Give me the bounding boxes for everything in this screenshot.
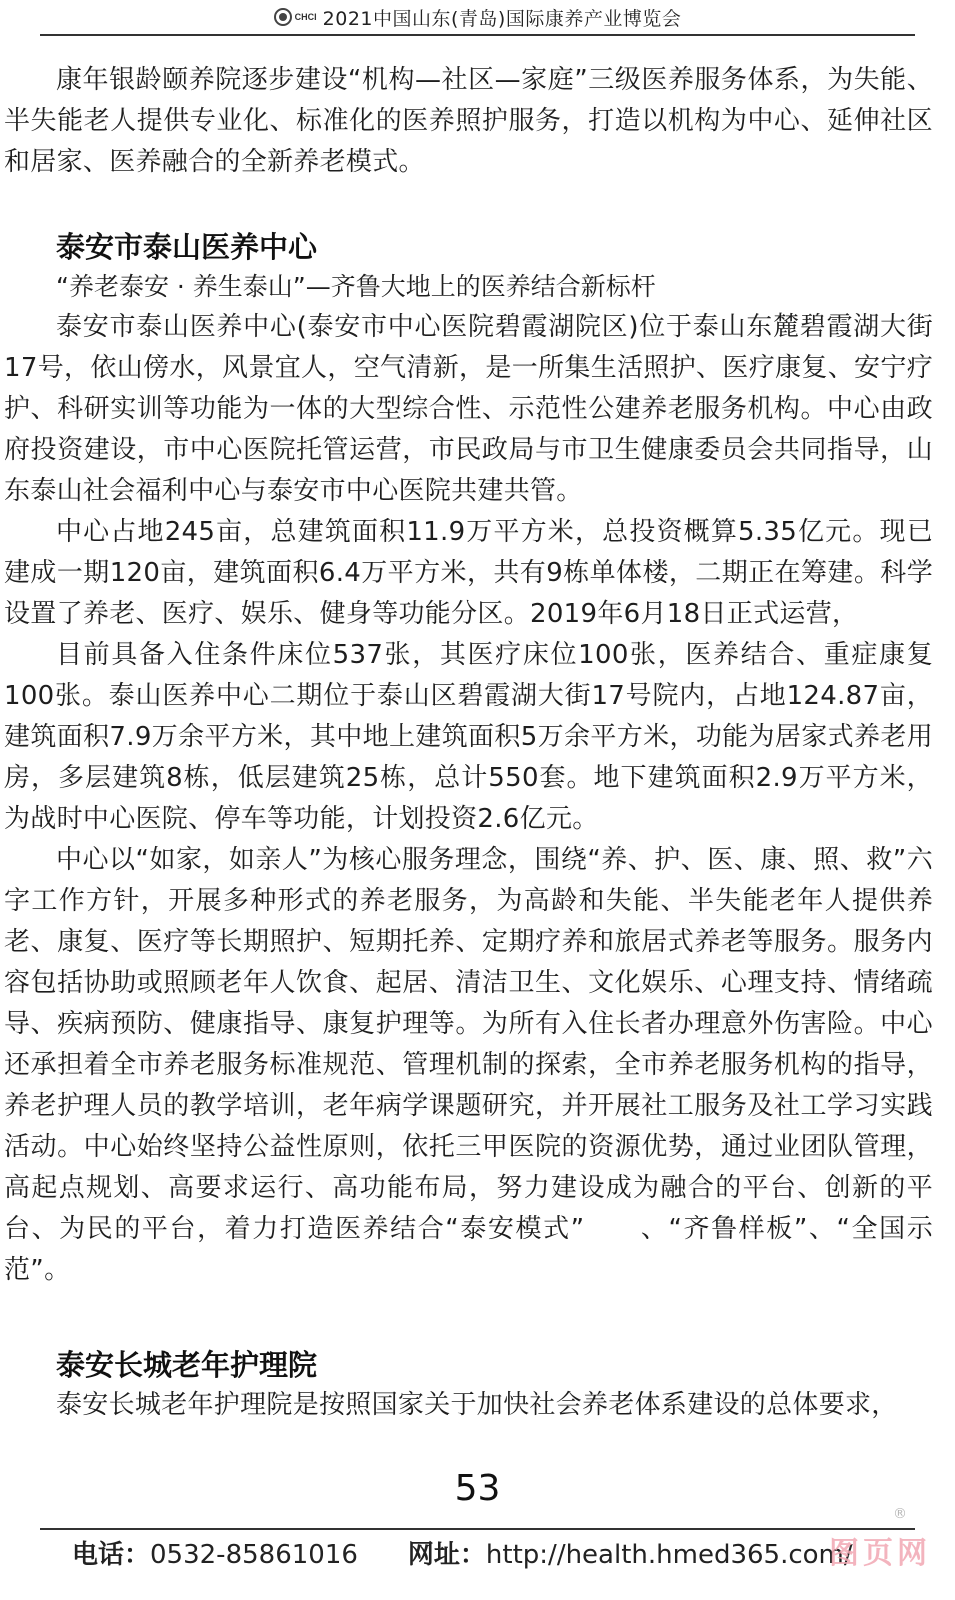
- section-subtitle-taishan: “养老泰安 · 养生泰山”—齐鲁大地上的医养结合新标杆: [56, 272, 656, 301]
- expo-logo: [274, 8, 317, 26]
- body-paragraph: 目前具备入住条件床位537张，其医疗床位100张，医养结合、重症康复100张。泰山医养中心二期位于泰山区碧霞湖大街17号院内，占地124.87亩，建筑面积7.9万余平方米，其中地上建筑面积5万余平方米，功能为居家式养老用房，多层建筑8栋，低层建筑25栋，总计550套。地下建筑面积2.9万平方米，为战时中心医院、停车等功能，计划投资2.6亿元。: [4, 640, 933, 834]
- page-content: [0, 60, 955, 1426]
- footer-website: [408, 1534, 853, 1571]
- section-title-taishan: 泰安市泰山医养中心: [56, 230, 318, 264]
- logo-text: CHCI: [294, 11, 317, 22]
- body-paragraph: 中心占地245亩，总建筑面积11.9万平方米，总投资概算5.35亿元。现已建成一期120亩，建筑面积6.4万平方米，共有9栋单体楼，二期正在筹建。科学设置了养老、医疗、娱乐、健身等功能分区。2019年6月18日正式运营，: [4, 517, 933, 629]
- section-title-changcheng: 泰安长城老年护理院: [56, 1348, 318, 1382]
- body-paragraph: 泰安长城老年护理院是按照国家关于加快社会养老体系建设的总体要求，: [56, 1390, 898, 1420]
- body-paragraph: 中心以“如家，如亲人”为核心服务理念，围绕“养、护、医、康、照、救”六字工作方针，开展多种形式的养老服务，为高龄和失能、半失能老年人提供养老、康复、医疗等长期照护、短期托养、定期疗养和旅居式养老等服务。服务内容包括协助或照顾老年人饮食、起居、清洁卫生、文化娱乐、心理支持、情绪疏导、疾病预防、健康指导、康复护理等。为所有入住长者办理意外伤害险。中心还承担着全市养老服务标准规范、管理机制的探索，全市养老服务机构的指导，养老护理人员的教学培训，老年病学课题研究，并开展社工服务及社工学习实践活动。中心始终坚持公益性原则，依托三甲医院的资源优势，通过业团队管理，高起点规划、高要求运行、高功能布局，努力建设成为融合的平台、创新的平台、为民的平台，着力打造医养结合“泰安模式” 、“齐鲁样板”、“全国示范”。: [4, 845, 933, 1285]
- header-title: 2021中国山东(青岛)国际康养产业博览会: [322, 7, 682, 30]
- watermark: 图页网: [829, 1536, 931, 1571]
- phone-label: 电话：: [72, 1540, 151, 1570]
- footer-divider: [40, 1528, 915, 1530]
- footer-phone: [72, 1534, 358, 1571]
- page-number: 53: [454, 1468, 501, 1509]
- website-label: 网址：: [407, 1540, 486, 1570]
- logo-icon: [274, 8, 292, 26]
- body-paragraph: 泰安市泰山医养中心(泰安市中心医院碧霞湖院区)位于泰山东麓碧霞湖大街17号，依山傍水，风景宜人，空气清新，是一所集生活照护、医疗康复、安宁疗护、科研实训等功能为一体的大型综合性、示范性公建养老服务机构。中心由政府投资建设，市中心医院托管运营，市民政局与市卫生健康委员会共同指导，山东泰山社会福利中心与泰安市中心医院共建共管。: [4, 312, 933, 506]
- page-header: [40, 0, 915, 36]
- registered-mark: ®: [893, 1506, 907, 1522]
- page-footer: [72, 1534, 853, 1571]
- website-url: http://health.hmed365.com/: [485, 1540, 853, 1570]
- phone-number: 0532-85861016: [150, 1540, 358, 1570]
- intro-paragraph: 康年银龄颐养院逐步建设“机构—社区—家庭”三级医养服务体系，为失能、半失能老人提供专业化、标准化的医养照护服务，打造以机构为中心、延伸社区和居家、医养融合的全新养老模式。: [4, 65, 933, 177]
